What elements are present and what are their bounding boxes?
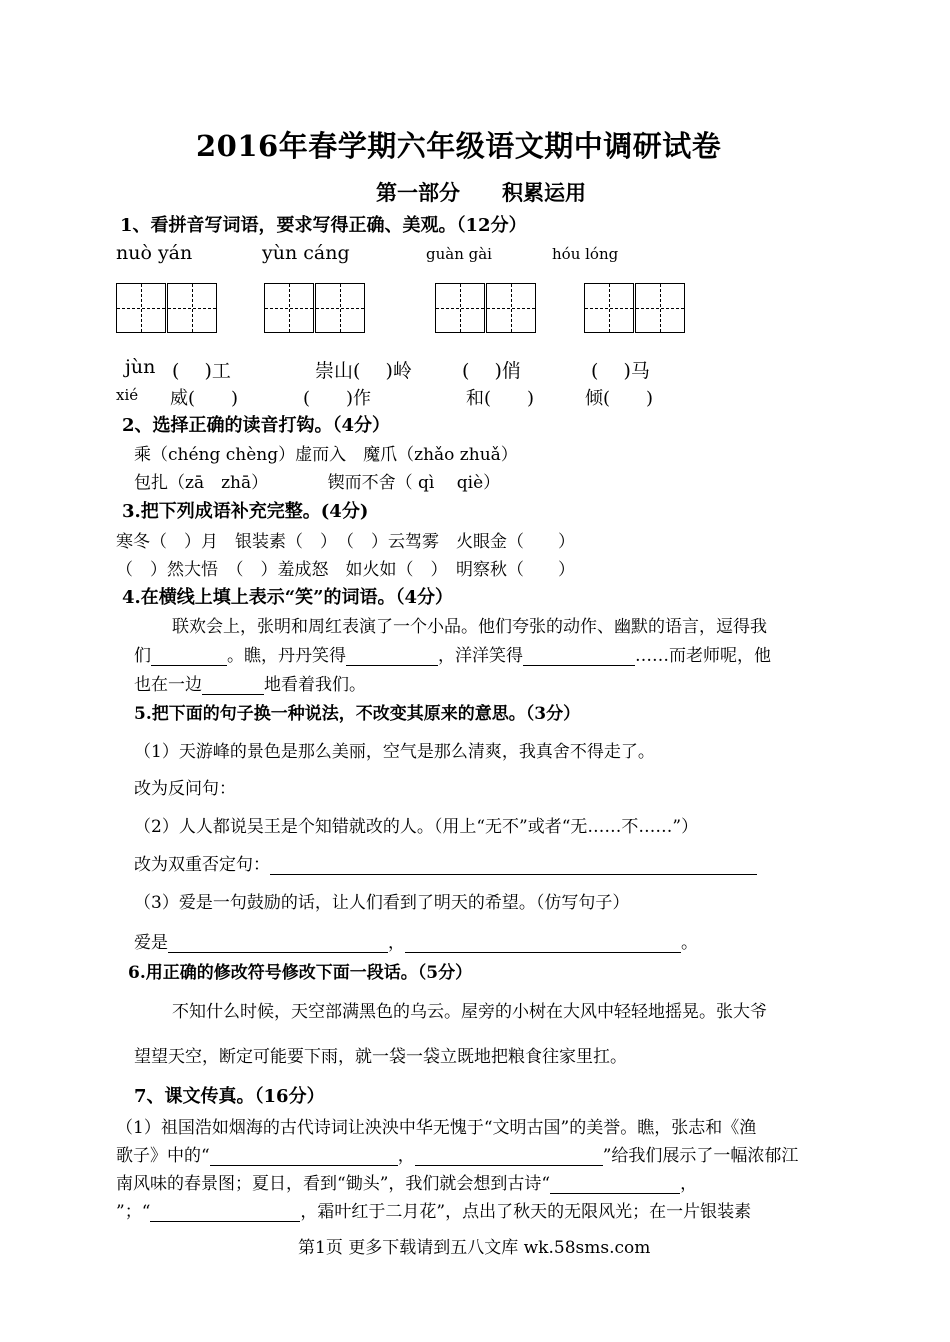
q5-heading: 5.把下面的句子换一种说法，不改变其原来的意思。（3分） xyxy=(134,704,581,724)
q7-text: ”；“ xyxy=(116,1202,151,1222)
q5-prompt-2 xyxy=(134,850,757,875)
q6-line-2: 望望天空，断定可能要下雨，就一袋一袋立既地把粮食往家里扛。 xyxy=(134,1047,627,1067)
q5-sentence-3: （3）爱是一句鼓励的话，让人们看到了明天的希望。（仿写句子） xyxy=(134,893,630,913)
writing-grid-2[interactable] xyxy=(264,283,365,333)
q4-line-3 xyxy=(134,670,366,695)
blank-line[interactable] xyxy=(151,647,227,666)
blank-line[interactable] xyxy=(415,1147,603,1166)
blank-line[interactable] xyxy=(150,1203,300,1222)
pinyin-1: nuò yán xyxy=(116,242,193,264)
q7-text: ， xyxy=(680,1174,698,1194)
q6-heading: 6.用正确的修改符号修改下面一段话。（5分） xyxy=(128,963,473,983)
fill-jun-3: ( )俏 xyxy=(462,360,521,382)
pinyin-3: guàn gài xyxy=(426,245,492,263)
q4-text: 。瞧，丹丹笑得 xyxy=(227,646,346,666)
page-footer: 第1页 更多下载请到五八文库 wk.58sms.com xyxy=(298,1238,651,1258)
page-title: 2016年春学期六年级语文期中调研试卷 xyxy=(196,129,722,163)
q5-prompt-3 xyxy=(134,928,698,953)
q4-text: 们 xyxy=(134,646,151,666)
q7-text: ，霜叶红于二月花”，点出了秋天的无限风光；在一片银装素 xyxy=(300,1202,752,1222)
blank-line[interactable] xyxy=(210,1147,398,1166)
grid-cell[interactable] xyxy=(435,283,485,333)
q4-text: 也在一边 xyxy=(134,675,202,695)
pinyin-4: hóu lóng xyxy=(552,245,619,263)
q5-sentence-1: （1）天游峰的景色是那么美丽，空气是那么清爽，我真舍不得走了。 xyxy=(134,742,655,762)
fill-xie-4: 倾( ) xyxy=(585,388,654,409)
answer-line[interactable] xyxy=(405,934,681,953)
blank-line[interactable] xyxy=(346,647,438,666)
q5-prompt-text: 改为双重否定句： xyxy=(134,855,270,875)
q5-text: 爱是 xyxy=(134,933,168,953)
q7-line-1: （1）祖国浩如烟海的古代诗词让泱泱中华无愧于“文明古国”的美誉。瞧，张志和《渔 xyxy=(116,1118,757,1138)
grid-cell[interactable] xyxy=(315,283,365,333)
q5-text: 。 xyxy=(681,933,698,953)
q2-line-1: 乘（chéng chèng）虚而入 魔爪（zhǎo zhuǎ） xyxy=(134,445,518,465)
blank-line[interactable] xyxy=(202,676,264,695)
q7-text: ， xyxy=(397,1146,415,1166)
q6-line-1: 不知什么时候，天空部满黑色的乌云。屋旁的小树在大风中轻轻地摇晃。张大爷 xyxy=(172,1002,767,1022)
q2-heading: 2、选择正确的读音打钩。（4分） xyxy=(122,415,391,436)
fill-xie-1: 威( ) xyxy=(170,388,239,409)
q7-text: ”给我们展示了一幅浓郁江 xyxy=(602,1146,799,1166)
answer-line[interactable] xyxy=(270,856,757,875)
q4-text: 地看着我们。 xyxy=(264,675,366,695)
pinyin-jun: jùn xyxy=(125,356,156,378)
pinyin-xie: xié xyxy=(116,386,139,404)
q5-prompt-1: 改为反问句： xyxy=(134,779,236,799)
blank-line[interactable] xyxy=(523,647,635,666)
writing-grid-3[interactable] xyxy=(435,283,536,333)
fill-jun-4: ( )马 xyxy=(591,360,650,382)
q7-line-4 xyxy=(116,1197,751,1222)
part-heading: 第一部分 积累运用 xyxy=(376,180,586,205)
fill-xie-3: 和( ) xyxy=(466,388,535,409)
q7-text: 南风味的春景图；夏日，看到“锄头”，我们就会想到古诗“ xyxy=(116,1174,551,1194)
q4-text: ，洋洋笑得 xyxy=(438,646,523,666)
grid-cell[interactable] xyxy=(486,283,536,333)
grid-cell[interactable] xyxy=(635,283,685,333)
fill-jun-2: 崇山( )岭 xyxy=(315,360,412,382)
q4-text: ……而老师呢，他 xyxy=(635,646,771,666)
q5-sentence-2: （2）人人都说吴王是个知错就改的人。（用上“无不”或者“无……不……”） xyxy=(134,817,699,837)
q3-line-1: 寒冬（ ）月 银装素（ ） （ ）云驾雾 火眼金（ ） xyxy=(116,532,575,552)
fill-jun-1: ( )工 xyxy=(172,360,231,382)
q2-line-2: 包扎（zā zhā） 锲而不舍（ qì qiè） xyxy=(134,473,501,493)
q4-line-2 xyxy=(134,641,771,666)
fill-xie-2: ( )作 xyxy=(303,388,372,409)
q1-heading: 1、看拼音写词语，要求写得正确、美观。（12分） xyxy=(120,215,527,236)
q4-heading: 4.在横线上填上表示“笑”的词语。（4分） xyxy=(122,587,454,608)
grid-cell[interactable] xyxy=(167,283,217,333)
grid-cell[interactable] xyxy=(116,283,166,333)
q3-line-2: （ ）然大悟 （ ）羞成怒 如火如（ ） 明察秋（ ） xyxy=(116,560,575,580)
writing-grid-4[interactable] xyxy=(584,283,685,333)
q5-text: ， xyxy=(388,933,405,953)
blank-line[interactable] xyxy=(550,1175,680,1194)
q4-line-1: 联欢会上，张明和周红表演了一个小品。他们夸张的动作、幽默的语言，逗得我 xyxy=(172,617,767,637)
pinyin-2: yùn cáng xyxy=(262,242,350,264)
grid-cell[interactable] xyxy=(584,283,634,333)
q7-text: 歌子》中的“ xyxy=(116,1146,210,1166)
q7-heading: 7、课文传真。（16分） xyxy=(134,1086,325,1107)
q3-heading: 3.把下列成语补充完整。(4分) xyxy=(122,501,369,522)
writing-grid-1[interactable] xyxy=(116,283,217,333)
answer-line[interactable] xyxy=(168,934,388,953)
q7-line-2 xyxy=(116,1141,798,1166)
grid-cell[interactable] xyxy=(264,283,314,333)
q7-line-3 xyxy=(116,1169,697,1194)
